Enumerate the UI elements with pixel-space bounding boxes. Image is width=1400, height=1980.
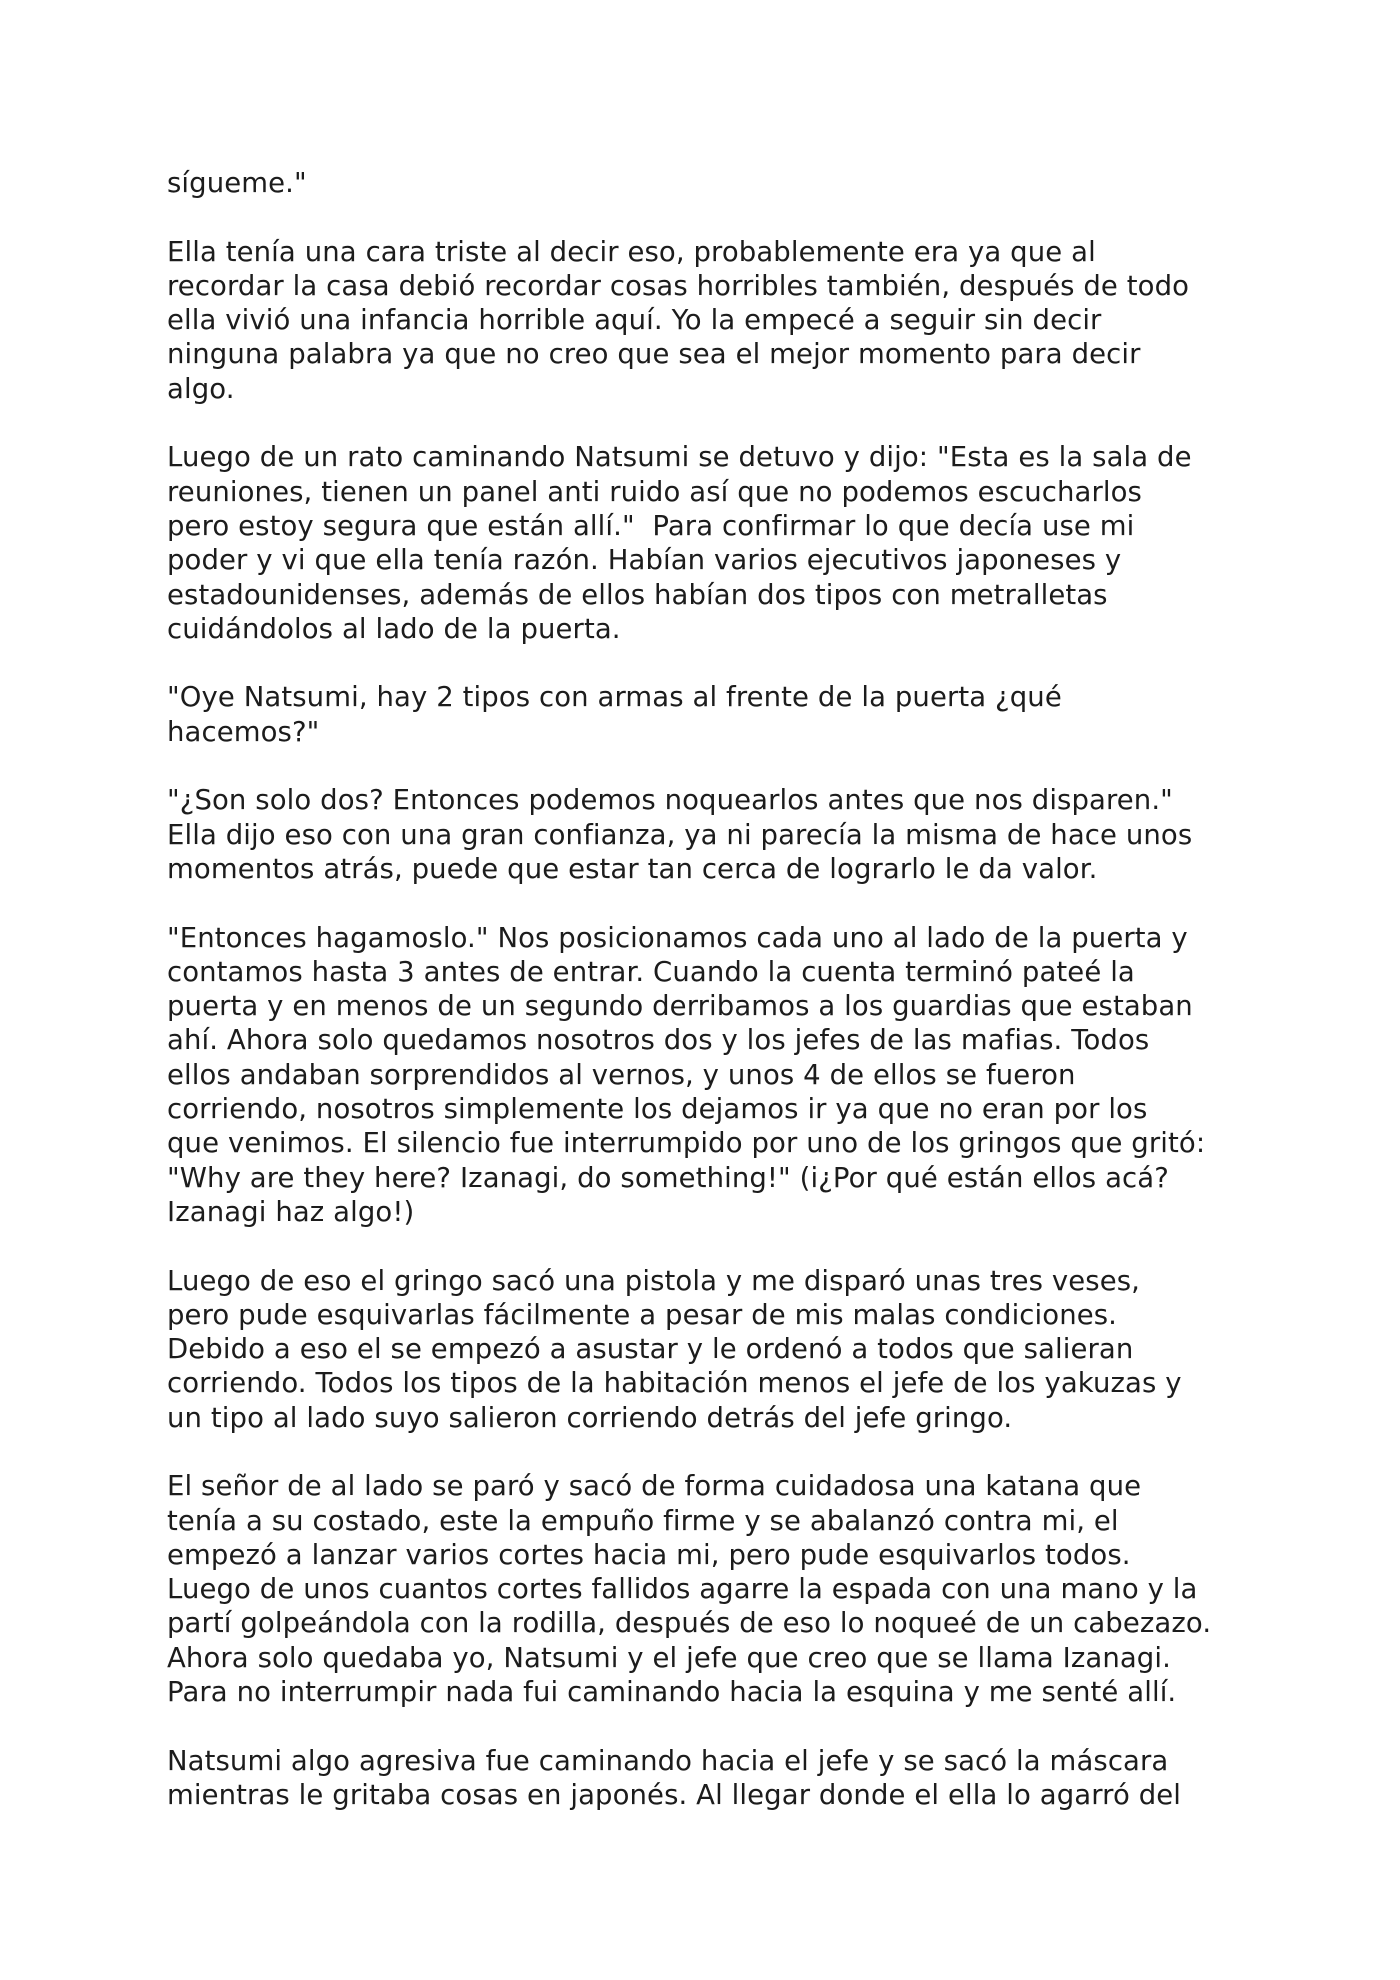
paragraph-4 bbox=[167, 680, 1247, 749]
text-line: ahí. Ahora solo quedamos nosotros dos y los jefes de las mafias. Todos bbox=[167, 1024, 1150, 1057]
paragraph-9 bbox=[167, 1744, 1247, 1813]
text-line: Luego de un rato caminando Natsumi se detuvo y dijo: "Esta es la sala de bbox=[167, 441, 1192, 474]
text-line: corriendo, nosotros simplemente los dejamos ir ya que no eran por los bbox=[167, 1093, 1148, 1126]
text-line: momentos atrás, puede que estar tan cerca de lograrlo le da valor. bbox=[167, 852, 1098, 885]
text-line: "Entonces hagamoslo." Nos posicionamos cada uno al lado de la puerta y bbox=[167, 921, 1188, 954]
text-line: partí golpeándola con la rodilla, después de eso lo noqueé de un cabezazo. bbox=[167, 1607, 1212, 1640]
text-line: Ahora solo quedaba yo, Natsumi y el jefe que creo que se llama Izanagi. bbox=[167, 1641, 1171, 1674]
text-line: cuidándolos al lado de la puerta. bbox=[167, 612, 621, 645]
text-line: reuniones, tienen un panel anti ruido así que no podemos escucharlos bbox=[167, 475, 1142, 508]
text-line: Ella dijo eso con una gran confianza, ya ni parecía la misma de hace unos bbox=[167, 818, 1193, 851]
text-line: Para no interrumpir nada fui caminando hacia la esquina y me senté allí. bbox=[167, 1676, 1177, 1709]
paragraph-5 bbox=[167, 783, 1247, 886]
text-line: pero pude esquivarlas fácilmente a pesar de mis malas condiciones. bbox=[167, 1298, 1118, 1331]
text-line: Debido a eso el se empezó a asustar y le ordenó a todos que salieran bbox=[167, 1333, 1134, 1366]
text-line: Luego de eso el gringo sacó una pistola y me disparó unas tres veses, bbox=[167, 1264, 1140, 1297]
text-line: algo. bbox=[167, 372, 235, 405]
text-line: "¿Son solo dos? Entonces podemos noquearlos antes que nos disparen." bbox=[167, 784, 1173, 817]
document-body bbox=[167, 166, 1247, 1847]
text-line: "Oye Natsumi, hay 2 tipos con armas al frente de la puerta ¿qué bbox=[167, 681, 1062, 714]
text-line: empezó a lanzar varios cortes hacia mi, pero pude esquivarlos todos. bbox=[167, 1538, 1131, 1571]
text-line: sígueme." bbox=[167, 167, 307, 199]
text-line: contamos hasta 3 antes de entrar. Cuando la cuenta terminó pateé la bbox=[167, 955, 1135, 988]
text-line: Natsumi algo agresiva fue caminando hacia el jefe y se sacó la máscara bbox=[167, 1744, 1169, 1777]
text-line: ellos andaban sorprendidos al vernos, y unos 4 de ellos se fueron bbox=[167, 1058, 1076, 1091]
text-line: poder y vi que ella tenía razón. Habían varios ejecutivos japoneses y bbox=[167, 544, 1122, 577]
text-line: El señor de al lado se paró y sacó de forma cuidadosa una katana que bbox=[167, 1470, 1142, 1503]
text-line: Luego de unos cuantos cortes fallidos agarre la espada con una mano y la bbox=[167, 1573, 1198, 1606]
text-line: ninguna palabra ya que no creo que sea el mejor momento para decir bbox=[167, 338, 1141, 371]
text-line: hacemos?" bbox=[167, 715, 320, 748]
text-line: "Why are they here? Izanagi, do something!" (i¿Por qué están ellos acá? bbox=[167, 1161, 1169, 1194]
paragraph-7 bbox=[167, 1264, 1247, 1435]
paragraph-6 bbox=[167, 921, 1247, 1230]
text-line: estadounidenses, además de ellos habían dos tipos con metralletas bbox=[167, 578, 1108, 611]
text-line: Ella tenía una cara triste al decir eso, probablemente era ya que al bbox=[167, 235, 1096, 268]
text-line: tenía a su costado, este la empuño firme y se abalanzó contra mi, el bbox=[167, 1504, 1119, 1537]
text-line: puerta y en menos de un segundo derribamos a los guardias que estaban bbox=[167, 990, 1193, 1023]
paragraph-2 bbox=[167, 235, 1247, 406]
text-line: mientras le gritaba cosas en japonés. Al llegar donde el ella lo agarró del bbox=[167, 1778, 1182, 1811]
text-line: que venimos. El silencio fue interrumpido por uno de los gringos que gritó: bbox=[167, 1127, 1206, 1160]
text-line: ella vivió una infancia horrible aquí. Yo la empecé a seguir sin decir bbox=[167, 304, 1102, 337]
paragraph-8 bbox=[167, 1469, 1247, 1709]
text-line: recordar la casa debió recordar cosas horribles también, después de todo bbox=[167, 269, 1190, 302]
paragraph-3 bbox=[167, 440, 1247, 646]
text-line: corriendo. Todos los tipos de la habitación menos el jefe de los yakuzas y bbox=[167, 1367, 1182, 1400]
text-line: un tipo al lado suyo salieron corriendo detrás del jefe gringo. bbox=[167, 1401, 1013, 1434]
text-line: Izanagi haz algo!) bbox=[167, 1195, 415, 1228]
text-line: pero estoy segura que están allí." Para confirmar lo que decía use mi bbox=[167, 509, 1135, 542]
paragraph-1 bbox=[167, 166, 1247, 200]
